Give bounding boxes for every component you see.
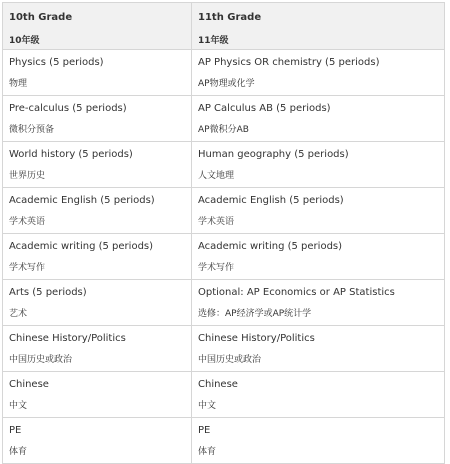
- course-name-zh: 人文地理: [198, 171, 235, 181]
- course-name-en: PE: [198, 425, 211, 436]
- course-name-en: Academic writing (5 periods): [9, 241, 154, 252]
- course-name-zh: 学术英语: [198, 217, 235, 227]
- course-name-en: Academic writing (5 periods): [198, 241, 343, 252]
- course-name-zh: 体育: [198, 447, 217, 457]
- course-name-en: Academic English (5 periods): [9, 195, 155, 206]
- course-name-zh: 微积分预备: [9, 125, 55, 135]
- course-cell-10th: [3, 188, 192, 234]
- course-name-zh: 体育: [9, 447, 28, 457]
- course-name-en: Human geography (5 periods): [198, 149, 349, 160]
- course-cell-10th: [3, 142, 192, 188]
- course-name-zh: AP微积分AB: [198, 125, 249, 135]
- course-cell-11th: [192, 234, 445, 280]
- course-cell-10th: [3, 326, 192, 372]
- course-cell-11th: [192, 142, 445, 188]
- table-row: [3, 280, 445, 326]
- course-cell-11th: [192, 50, 445, 96]
- course-cell-10th: [3, 96, 192, 142]
- header-label-en: 11th Grade: [198, 12, 262, 23]
- curriculum-table: [2, 2, 445, 464]
- course-name-zh: 物理: [9, 79, 28, 89]
- course-cell-11th: [192, 418, 445, 464]
- course-name-zh: 学术写作: [198, 263, 235, 273]
- course-name-en: Chinese History/Politics: [9, 333, 126, 344]
- header-10th-grade: [3, 3, 192, 50]
- course-cell-11th: [192, 372, 445, 418]
- header-label-zh: 11年级: [198, 36, 229, 46]
- table-row: [3, 234, 445, 280]
- course-name-en: Chinese: [198, 379, 238, 390]
- course-name-zh: 艺术: [9, 309, 28, 319]
- course-name-zh: 中国历史或政治: [9, 355, 73, 365]
- course-name-zh: 学术写作: [9, 263, 46, 273]
- table-row: [3, 96, 445, 142]
- course-name-en: Pre-calculus (5 periods): [9, 103, 127, 114]
- course-cell-10th: [3, 234, 192, 280]
- table-row: [3, 326, 445, 372]
- course-cell-10th: [3, 418, 192, 464]
- table-row: [3, 188, 445, 234]
- course-cell-10th: [3, 50, 192, 96]
- course-name-zh: AP物理或化学: [198, 79, 255, 89]
- course-cell-11th: [192, 188, 445, 234]
- table-row: [3, 372, 445, 418]
- course-cell-11th: [192, 280, 445, 326]
- course-name-zh: 中文: [9, 401, 28, 411]
- course-name-en: AP Calculus AB (5 periods): [198, 103, 331, 114]
- course-name-zh: 世界历史: [9, 171, 46, 181]
- course-name-en: PE: [9, 425, 22, 436]
- course-name-en: Chinese History/Politics: [198, 333, 315, 344]
- course-name-en: Chinese: [9, 379, 49, 390]
- course-name-zh: 中国历史或政治: [198, 355, 262, 365]
- course-name-en: World history (5 periods): [9, 149, 133, 160]
- course-name-en: Academic English (5 periods): [198, 195, 344, 206]
- curriculum-table-container: [2, 2, 444, 464]
- course-cell-11th: [192, 96, 445, 142]
- course-name-en: Arts (5 periods): [9, 287, 87, 298]
- course-name-zh: 中文: [198, 401, 217, 411]
- header-row: [3, 3, 445, 50]
- course-name-en: Optional: AP Economics or AP Statistics: [198, 287, 395, 298]
- header-label-zh: 10年级: [9, 36, 40, 46]
- course-name-en: AP Physics OR chemistry (5 periods): [198, 57, 380, 68]
- course-cell-10th: [3, 280, 192, 326]
- course-name-zh: 学术英语: [9, 217, 46, 227]
- course-name-en: Physics (5 periods): [9, 57, 104, 68]
- course-cell-10th: [3, 372, 192, 418]
- course-cell-11th: [192, 326, 445, 372]
- table-row: [3, 418, 445, 464]
- header-11th-grade: [192, 3, 445, 50]
- course-name-zh: 选修：AP经济学或AP统计学: [198, 309, 312, 319]
- table-row: [3, 142, 445, 188]
- header-label-en: 10th Grade: [9, 12, 73, 23]
- table-row: [3, 50, 445, 96]
